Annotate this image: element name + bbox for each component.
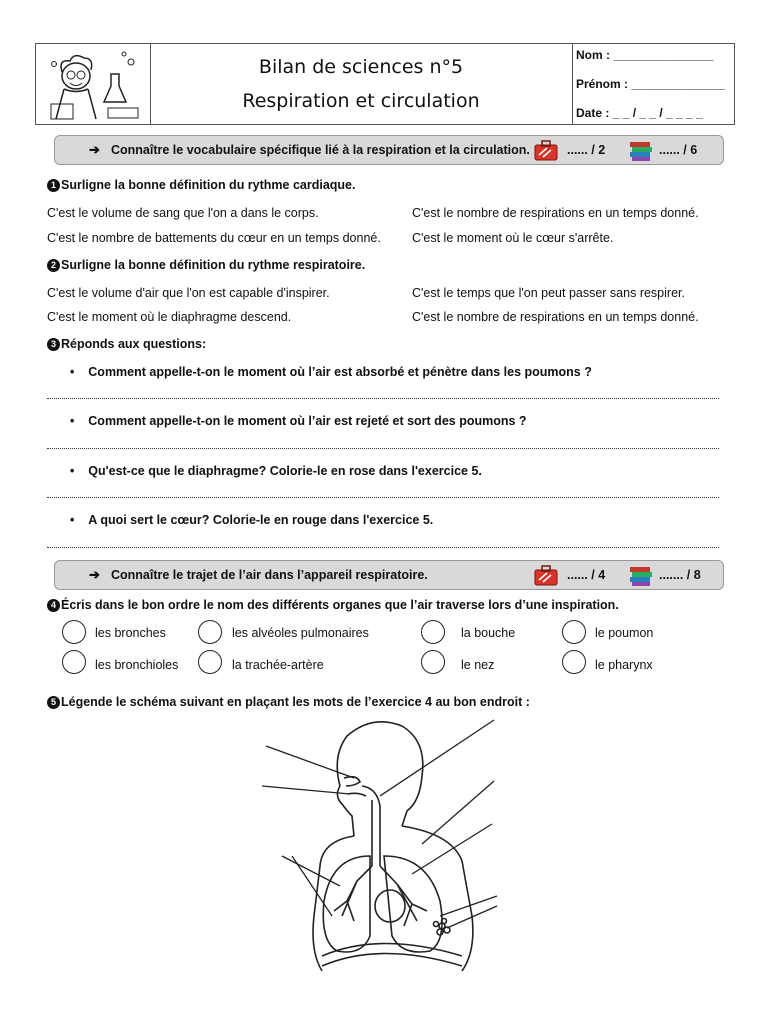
organ-word: la trachée-artère <box>232 658 324 672</box>
q1-heading <box>47 178 355 192</box>
scientist-illustration <box>36 44 151 124</box>
date-field[interactable]: Date : _ _ / _ _ / _ _ _ _ <box>576 106 703 120</box>
q3-heading <box>47 337 206 351</box>
organ-word: les alvéoles pulmonaires <box>232 626 369 640</box>
answer-line[interactable] <box>47 547 719 548</box>
q4-number: 4 <box>47 599 60 612</box>
title-block <box>150 44 573 124</box>
section2-score-tools: ...... / 4 <box>567 568 606 582</box>
section1-title: Connaître le vocabulaire spécifique lié à la respiration et la circulation. <box>111 143 530 157</box>
q4-question: Écris dans le bon ordre le nom des différents organes que l’air traverse lors d’une inspiration. <box>61 598 619 612</box>
books-icon <box>628 138 654 165</box>
section2-band <box>54 560 724 590</box>
prenom-field[interactable]: Prénom : ______________ <box>576 77 725 91</box>
q3-item-text: Qu'est-ce que le diaphragme? Colorie-le en rose dans l'exercice 5. <box>88 464 482 478</box>
q3-item: • Qu'est-ce que le diaphragme? Colorie-le en rose dans l'exercice 5. <box>70 464 482 478</box>
order-circle[interactable] <box>62 650 86 674</box>
q1-number: 1 <box>47 179 60 192</box>
organ-word: le poumon <box>595 626 654 640</box>
order-circle[interactable] <box>62 620 86 644</box>
answer-line[interactable] <box>47 497 719 498</box>
respiratory-system-diagram <box>262 716 512 989</box>
q1-option[interactable]: C'est le nombre de battements du cœur en un temps donné. <box>47 231 381 245</box>
q1-option[interactable]: C'est le moment où le cœur s'arrête. <box>412 231 614 245</box>
q4-heading <box>47 598 619 612</box>
answer-line[interactable] <box>47 448 719 449</box>
order-circle[interactable] <box>562 620 586 644</box>
section2-score-books: ....... / 8 <box>659 568 701 582</box>
organ-word: le pharynx <box>595 658 653 672</box>
q2-option[interactable]: C'est le temps que l'on peut passer sans respirer. <box>412 286 685 300</box>
q2-option[interactable]: C'est le volume d'air que l'on est capable d'inspirer. <box>47 286 330 300</box>
q1-option[interactable]: C'est le volume de sang que l'on a dans le corps. <box>47 206 319 220</box>
answer-line[interactable] <box>47 398 719 399</box>
section1-band <box>54 135 724 165</box>
q1-question: Surligne la bonne définition du rythme cardiaque. <box>61 178 356 192</box>
q3-item-text: Comment appelle-t-on le moment où l’air est absorbé et pénètre dans les poumons ? <box>88 365 592 379</box>
order-circle[interactable] <box>421 620 445 644</box>
worksheet-subtitle: Respiration et circulation <box>242 90 480 112</box>
toolbox-icon <box>533 138 559 165</box>
organ-word: les bronchioles <box>95 658 179 672</box>
q5-question: Légende le schéma suivant en plaçant les mots de l’exercice 4 au bon endroit : <box>61 695 530 709</box>
toolbox-icon <box>533 563 559 590</box>
q3-number: 3 <box>47 338 60 351</box>
section2-title: Connaître le trajet de l’air dans l’appareil respiratoire. <box>111 568 428 582</box>
arrow-icon: ➔ <box>89 142 100 157</box>
arrow-icon: ➔ <box>89 567 100 582</box>
q3-item-text: A quoi sert le cœur? Colorie-le en rouge dans l'exercice 5. <box>88 513 434 527</box>
order-circle[interactable] <box>198 620 222 644</box>
q3-question: Réponds aux questions: <box>61 337 207 351</box>
q5-heading <box>47 695 530 709</box>
q2-number: 2 <box>47 259 60 272</box>
order-circle[interactable] <box>562 650 586 674</box>
section1-score-tools: ...... / 2 <box>567 143 606 157</box>
q1-option[interactable]: C'est le nombre de respirations en un temps donné. <box>412 206 699 220</box>
nom-field[interactable]: Nom : _______________ <box>576 48 714 62</box>
organ-word: le nez <box>461 658 495 672</box>
order-circle[interactable] <box>421 650 445 674</box>
q2-option[interactable]: C'est le moment où le diaphragme descend. <box>47 310 292 324</box>
order-circle[interactable] <box>198 650 222 674</box>
q2-option[interactable]: C'est le nombre de respirations en un temps donné. <box>412 310 699 324</box>
organ-word: la bouche <box>461 626 516 640</box>
student-info <box>572 44 734 124</box>
q2-question: Surligne la bonne définition du rythme respiratoire. <box>61 258 366 272</box>
organ-word: les bronches <box>95 626 166 640</box>
q3-item-text: Comment appelle-t-on le moment où l’air est rejeté et sort des poumons ? <box>88 414 527 428</box>
q3-item: • Comment appelle-t-on le moment où l’air est rejeté et sort des poumons ? <box>70 414 527 428</box>
q3-item: • Comment appelle-t-on le moment où l’air est absorbé et pénètre dans les poumons ? <box>70 365 592 379</box>
header-box <box>35 43 735 125</box>
q2-heading <box>47 258 365 272</box>
q3-item: • A quoi sert le cœur? Colorie-le en rouge dans l'exercice 5. <box>70 513 434 527</box>
q5-number: 5 <box>47 696 60 709</box>
worksheet-title: Bilan de sciences n°5 <box>258 56 464 78</box>
section1-score-books: ...... / 6 <box>659 143 698 157</box>
books-icon <box>628 563 654 590</box>
